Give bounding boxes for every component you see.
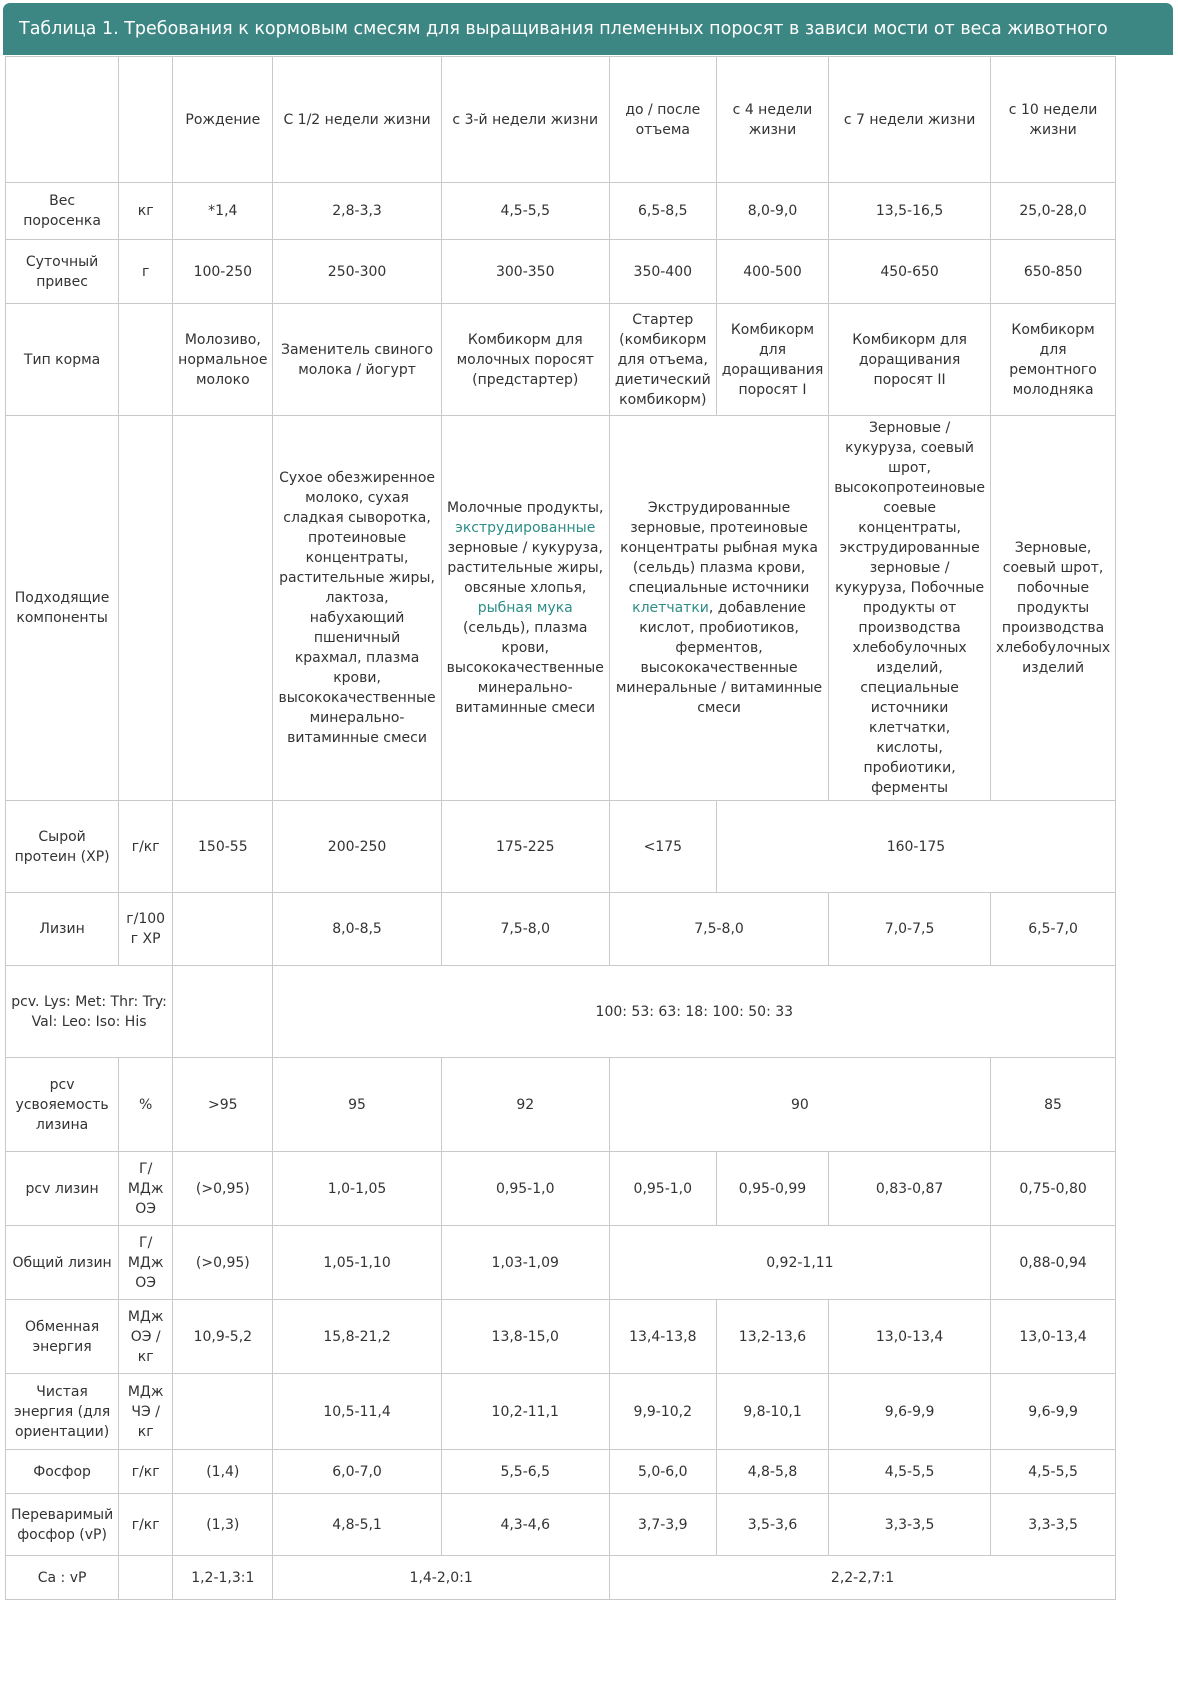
cell-text: , добавление кислот, пробиотиков, ферментов, высококачественные минеральные / витаминные смеси [615, 600, 823, 716]
table-cell: 10,9-5,2 [173, 1300, 273, 1374]
table-cell: 4,5-5,5 [441, 183, 609, 240]
table-cell: (>0,95) [173, 1226, 273, 1300]
table-cell: 9,8-10,1 [716, 1374, 829, 1450]
table-cell: 0,83-0,87 [829, 1152, 991, 1226]
row-unit [119, 416, 173, 801]
header-cell-stage: с 10 недели жизни [990, 57, 1115, 183]
table-cell: 3,3-3,5 [829, 1494, 991, 1556]
table-cell: 0,92-1,11 [609, 1226, 990, 1300]
header-cell-stage: Рождение [173, 57, 273, 183]
header-cell-stage: С 1/2 недели жизни [273, 57, 441, 183]
row-amino-ratio [6, 966, 1116, 1058]
table-cell: 10,5-11,4 [273, 1374, 441, 1450]
table-cell [173, 416, 273, 801]
table-cell: (>0,95) [173, 1152, 273, 1226]
table-cell: 9,6-9,9 [829, 1374, 991, 1450]
row-unit: Г/ МДж ОЭ [119, 1226, 173, 1300]
cell-text: (сельдь), плазма крови, высококачественные минерально-витаминные смеси [446, 620, 604, 716]
header-cell-stage: с 4 недели жизни [716, 57, 829, 183]
table-cell: 7,5-8,0 [609, 893, 828, 966]
table-cell: Сухое обезжиренное молоко, сухая сладкая сыворотка, протеиновые концентраты, растительные жиры, лактоза, набухающий пшеничный крахмал, плазма крови, высококачественные минерально-витаминные смеси [273, 416, 441, 801]
table-cell: 25,0-28,0 [990, 183, 1115, 240]
row-label: Лизин [6, 893, 119, 966]
cell-text: зерновые / кукуруза, растительные жиры, овсяные хлопья, [447, 540, 604, 596]
table-cell: <175 [609, 801, 716, 893]
table-cell: 10,2-11,1 [441, 1374, 609, 1450]
row-label: Вес поросенка [6, 183, 119, 240]
table-cell: 13,5-16,5 [829, 183, 991, 240]
table-cell: 13,2-13,6 [716, 1300, 829, 1374]
table-cell: Комбикорм для ремонтного молодняка [990, 304, 1115, 416]
row-unit: г/кг [119, 1494, 173, 1556]
row-digestible-phosphorus [6, 1494, 1116, 1556]
table-cell: Заменитель свиного молока / йогурт [273, 304, 441, 416]
row-pcv-lysine [6, 1152, 1116, 1226]
table-cell: Зерновые, соевый шрот, побочные продукты производства хлебобулочных изделий [990, 416, 1115, 801]
table-cell: 650-850 [990, 240, 1115, 304]
table-cell: Зерновые / кукуруза, соевый шрот, высокопротеиновые соевые концентраты, экструдированные зерновые / кукуруза, Побочные продукты от производства хлебобулочных изделий, специальные источники клетчатки, кислоты, пробиотики, ферменты [829, 416, 991, 801]
table-cell: 1,2-1,3:1 [173, 1556, 273, 1600]
row-unit: МДж ОЭ / кг [119, 1300, 173, 1374]
row-unit: кг [119, 183, 173, 240]
row-daily-gain [6, 240, 1116, 304]
row-label: Ca : vP [6, 1556, 119, 1600]
table-cell: 4,5-5,5 [990, 1450, 1115, 1494]
row-unit: г/кг [119, 801, 173, 893]
table-cell: 9,9-10,2 [609, 1374, 716, 1450]
header-cell-stage: до / после отъема [609, 57, 716, 183]
table-cell: 0,88-0,94 [990, 1226, 1115, 1300]
row-unit [119, 1556, 173, 1600]
extruded-link[interactable]: экструдированные [455, 520, 596, 536]
table-caption: Таблица 1. Требования к кормовым смесям для выращивания племенных поросят в зависи мости от веса животного [3, 3, 1173, 55]
table-cell [173, 1374, 273, 1450]
row-label: Тип корма [6, 304, 119, 416]
table-cell: 8,0-8,5 [273, 893, 441, 966]
table-cell: 13,0-13,4 [829, 1300, 991, 1374]
table-cell: >95 [173, 1058, 273, 1152]
table-cell: 7,0-7,5 [829, 893, 991, 966]
table-cell: 85 [990, 1058, 1115, 1152]
table-cell: 5,0-6,0 [609, 1450, 716, 1494]
row-unit: г/кг [119, 1450, 173, 1494]
table-cell: Комбикорм для доращивания поросят II [829, 304, 991, 416]
table-cell: 350-400 [609, 240, 716, 304]
table-cell: (1,4) [173, 1450, 273, 1494]
table-cell: 1,4-2,0:1 [273, 1556, 609, 1600]
row-total-lysine [6, 1226, 1116, 1300]
table-cell: 7,5-8,0 [441, 893, 609, 966]
table-cell: 9,6-9,9 [990, 1374, 1115, 1450]
table-cell: 200-250 [273, 801, 441, 893]
table-cell: 90 [609, 1058, 990, 1152]
table-cell: 1,03-1,09 [441, 1226, 609, 1300]
table-cell: Комбикорм для молочных поросят (предстартер) [441, 304, 609, 416]
row-net-energy [6, 1374, 1116, 1450]
row-label: pcv. Lys: Met: Thr: Try: Val: Leo: Iso: His [6, 966, 173, 1058]
table-cell: 300-350 [441, 240, 609, 304]
table-cell: 6,5-7,0 [990, 893, 1115, 966]
cell-text: Молочные продукты, [447, 500, 604, 516]
table-cell [173, 966, 273, 1058]
table-cell: 5,5-6,5 [441, 1450, 609, 1494]
row-weight [6, 183, 1116, 240]
header-cell-unit [119, 57, 173, 183]
table-cell: Комбикорм для доращивания поросят I [716, 304, 829, 416]
row-label: Общий лизин [6, 1226, 119, 1300]
table-cell: 2,2-2,7:1 [609, 1556, 1115, 1600]
table-cell: 6,5-8,5 [609, 183, 716, 240]
table-cell: 0,75-0,80 [990, 1152, 1115, 1226]
header-cell-parameter [6, 57, 119, 183]
row-label: Обменная энергия [6, 1300, 119, 1374]
row-components [6, 416, 1116, 801]
table-cell: 450-650 [829, 240, 991, 304]
row-unit: МДж ЧЭ / кг [119, 1374, 173, 1450]
header-cell-stage: с 7 недели жизни [829, 57, 991, 183]
row-label: pcv лизин [6, 1152, 119, 1226]
row-label: Чистая энергия (для ориентации) [6, 1374, 119, 1450]
row-label: Фосфор [6, 1450, 119, 1494]
table-cell: 13,8-15,0 [441, 1300, 609, 1374]
table-cell: 4,8-5,8 [716, 1450, 829, 1494]
table-cell [173, 893, 273, 966]
table-cell: 13,4-13,8 [609, 1300, 716, 1374]
row-lysine [6, 893, 1116, 966]
row-feed-type [6, 304, 1116, 416]
table-cell: 400-500 [716, 240, 829, 304]
table-cell: 95 [273, 1058, 441, 1152]
table-cell: Стартер (комбикорм для отъема, диетический комбикорм) [609, 304, 716, 416]
row-label: Сырой протеин (XP) [6, 801, 119, 893]
row-label: pcv усвояемость лизина [6, 1058, 119, 1152]
row-crude-protein [6, 801, 1116, 893]
table-cell: 3,7-3,9 [609, 1494, 716, 1556]
table-cell: (1,3) [173, 1494, 273, 1556]
fishmeal-link[interactable]: рыбная мука [477, 600, 573, 616]
table-cell: 13,0-13,4 [990, 1300, 1115, 1374]
row-unit [119, 304, 173, 416]
table-cell: 150-55 [173, 801, 273, 893]
row-unit: Г/ МДж ОЭ [119, 1152, 173, 1226]
table-cell: 4,3-4,6 [441, 1494, 609, 1556]
header-row [6, 57, 1116, 183]
table-cell: 250-300 [273, 240, 441, 304]
row-phosphorus [6, 1450, 1116, 1494]
table-cell: Молозиво, нормальное молоко [173, 304, 273, 416]
table-cell: 3,3-3,5 [990, 1494, 1115, 1556]
table-cell: 100-250 [173, 240, 273, 304]
row-label: Суточный привес [6, 240, 119, 304]
table-cell: 8,0-9,0 [716, 183, 829, 240]
cell-text: Экструдированные зерновые, протеиновые концентраты рыбная мука (сельдь) плазма крови, специальные источники [620, 500, 818, 596]
table-cell: 4,5-5,5 [829, 1450, 991, 1494]
table-cell: 3,5-3,6 [716, 1494, 829, 1556]
feed-requirements-table [5, 56, 1116, 1600]
table-cell: 160-175 [716, 801, 1115, 893]
table-cell: 0,95-1,0 [609, 1152, 716, 1226]
table-cell: 6,0-7,0 [273, 1450, 441, 1494]
row-unit: г/100 г XP [119, 893, 173, 966]
table-cell: 4,8-5,1 [273, 1494, 441, 1556]
table-cell: 1,0-1,05 [273, 1152, 441, 1226]
row-unit: % [119, 1058, 173, 1152]
table-cell: 0,95-1,0 [441, 1152, 609, 1226]
table-cell [609, 416, 828, 801]
table-cell: 1,05-1,10 [273, 1226, 441, 1300]
fiber-link[interactable]: клетчатки [632, 600, 709, 616]
table-cell: 100: 53: 63: 18: 100: 50: 33 [273, 966, 1116, 1058]
table-cell: 2,8-3,3 [273, 183, 441, 240]
table-cell: 175-225 [441, 801, 609, 893]
row-unit: г [119, 240, 173, 304]
row-metabolizable-energy [6, 1300, 1116, 1374]
row-ca-vp [6, 1556, 1116, 1600]
row-label: Подходящие компоненты [6, 416, 119, 801]
table-cell: 15,8-21,2 [273, 1300, 441, 1374]
table-cell: 0,95-0,99 [716, 1152, 829, 1226]
table-cell: 92 [441, 1058, 609, 1152]
table-cell [441, 416, 609, 801]
row-lysine-digestibility [6, 1058, 1116, 1152]
row-label: Переваримый фосфор (vP) [6, 1494, 119, 1556]
table-cell: *1,4 [173, 183, 273, 240]
header-cell-stage: с 3-й недели жизни [441, 57, 609, 183]
